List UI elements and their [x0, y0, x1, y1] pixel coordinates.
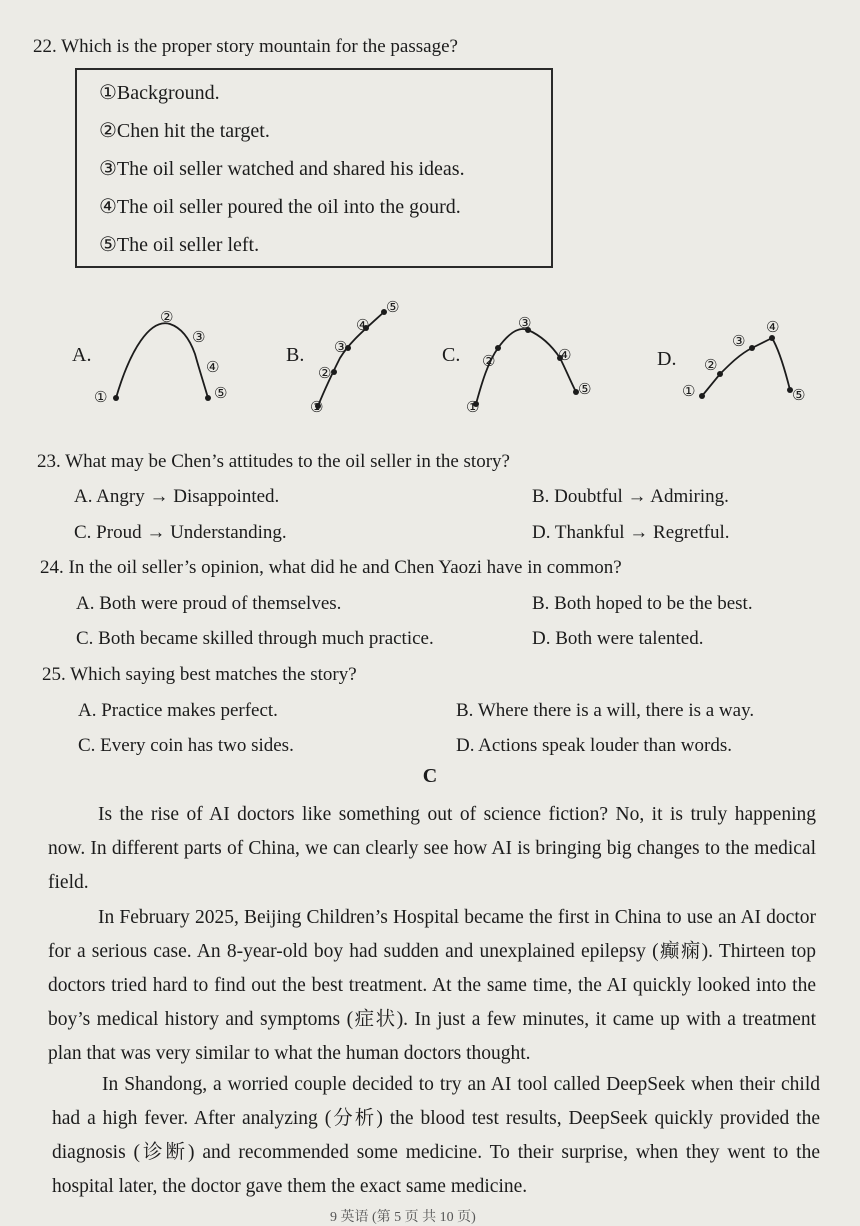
c-mark-3: ③: [518, 314, 532, 332]
event-2: ②Chen hit the target.: [99, 120, 270, 142]
event-1: ①Background.: [99, 82, 220, 104]
c-mark-2: ②: [482, 352, 496, 370]
a-mark-2: ②: [160, 308, 174, 326]
d-mark-1: ①: [682, 382, 696, 400]
option-a-label: A.: [72, 344, 92, 366]
paragraph-2: In February 2025, Beijing Children’s Hospital became the first in China to use an AI doctor for a serious case. An 8-year-old boy had sudden and unexplained epilepsy (癫痫). Thirteen top doctors tried hard to find out the best treatment. At the same time, the AI quickly looked into the boy’s medical history and symptoms (症状). In just a few minutes, it came up with a treatment plan that was very similar to what the human doctors thought.: [48, 907, 816, 1064]
q23-option-a: A. Angry → Disappointed.: [74, 486, 280, 507]
c-mark-1: ①: [466, 398, 480, 416]
q24-option-d: D. Both were talented.: [532, 628, 704, 649]
d-mark-4: ④: [766, 318, 780, 336]
page-footer: 9 英语 (第 5 页 共 10 页): [330, 1210, 476, 1225]
paragraph-1: Is the rise of AI doctors like something out of science fiction? No, it is truly happening now. In different parts of China, we can clearly see how AI is bringing big changes to the medical field.: [48, 804, 816, 893]
q25-option-c: C. Every coin has two sides.: [78, 735, 294, 756]
a-mark-4: ④: [206, 358, 220, 376]
q23-option-c: C. Proud → Understanding.: [74, 522, 287, 543]
question-24: 24. In the oil seller’s opinion, what did he and Chen Yaozi have in common?: [40, 557, 622, 578]
paragraph-3: In Shandong, a worried couple decided to try an AI tool called DeepSeek when their child had a high fever. After analyzing (分析) the blood test results, DeepSeek quickly provided the diagnosis (诊断) and recommended some medicine. To their surprise, when they went to the hospital later, the doctor gave them the exact same medicine.: [52, 1074, 820, 1197]
story-mountain-options: [0, 290, 860, 430]
b-mark-5: ⑤: [386, 298, 400, 316]
a-mark-5: ⑤: [214, 384, 228, 402]
option-b-label: B.: [286, 344, 305, 366]
d-mark-2: ②: [704, 356, 718, 374]
b-mark-1: ①: [310, 398, 324, 416]
story-mountain-curves: [0, 290, 860, 430]
option-d-label: D.: [657, 348, 677, 370]
a-mark-1: ①: [94, 388, 108, 406]
d-mark-5: ⑤: [792, 386, 806, 404]
event-3: ③The oil seller watched and shared his ideas.: [99, 158, 465, 180]
q23-option-b: B. Doubtful → Admiring.: [532, 486, 729, 507]
c-mark-4: ④: [558, 346, 572, 364]
b-mark-3: ③: [334, 338, 348, 356]
q24-option-c: C. Both became skilled through much practice.: [76, 628, 434, 649]
q24-option-a: A. Both were proud of themselves.: [76, 593, 342, 614]
section-c-heading: C: [422, 765, 438, 787]
a-mark-3: ③: [192, 328, 206, 346]
question-23: 23. What may be Chen’s attitudes to the oil seller in the story?: [37, 451, 510, 472]
b-mark-4: ④: [356, 316, 370, 334]
c-mark-5: ⑤: [578, 380, 592, 398]
q24-option-b: B. Both hoped to be the best.: [532, 593, 753, 614]
b-mark-2: ②: [318, 364, 332, 382]
q23-option-d: D. Thankful → Regretful.: [532, 522, 730, 543]
event-4: ④The oil seller poured the oil into the gourd.: [99, 196, 461, 218]
option-c-label: C.: [442, 344, 461, 366]
q25-option-a: A. Practice makes perfect.: [78, 700, 278, 721]
q25-option-b: B. Where there is a will, there is a way.: [456, 700, 755, 721]
q25-option-d: D. Actions speak louder than words.: [456, 735, 732, 756]
question-22: 22. Which is the proper story mountain for the passage?: [33, 36, 458, 57]
curve-b: [318, 312, 384, 406]
d-mark-3: ③: [732, 332, 746, 350]
question-25: 25. Which saying best matches the story?: [42, 664, 357, 685]
story-events-box: [75, 68, 553, 268]
event-5: ⑤The oil seller left.: [99, 234, 260, 256]
